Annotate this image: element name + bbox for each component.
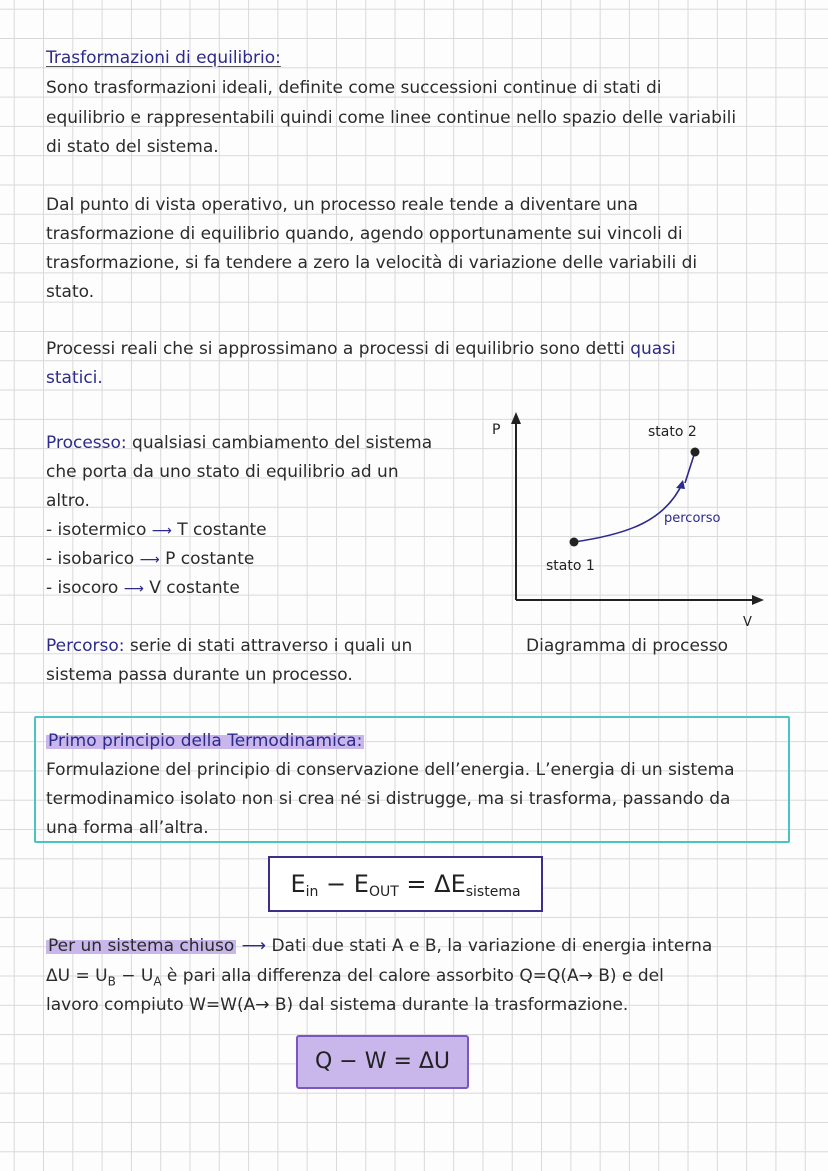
processo-def-1: qualsiasi cambiamento del sistema: [126, 433, 433, 453]
energy-balance-formula: [268, 856, 543, 912]
diagram-caption: Diagramma di processo: [526, 636, 729, 656]
state1-label: stato 1: [546, 558, 595, 574]
processo-item-isotermico: [46, 516, 267, 546]
process-diagram: [480, 408, 780, 668]
processo-line-3: altro.: [46, 491, 90, 511]
formula-out: OUT: [368, 884, 399, 900]
section1-line-3: di stato del sistema.: [46, 137, 219, 157]
section2-line-4: stato.: [46, 282, 95, 302]
y-axis-label: P: [492, 422, 501, 438]
percorso-term: Percorso:: [46, 636, 125, 656]
percorso-def-1: serie di stati attraverso i quali un: [124, 636, 413, 656]
primo-line-1: Formulazione del principio di conservazione dell’energia. L’energia di un sistema: [46, 760, 735, 780]
item-name: - isocoro: [46, 578, 119, 598]
item-name: - isobarico: [46, 549, 135, 569]
primo-title-line: [46, 727, 364, 756]
chiuso-text-1: Dati due stati A e B, la variazione di energia interna: [271, 936, 713, 956]
processo-term: Processo:: [46, 433, 127, 453]
x-axis-arrow-icon: [752, 595, 764, 605]
quasi-term: quasi: [630, 339, 676, 359]
section3-text: Processi reali che si approssimano a processi di equilibrio sono detti: [46, 339, 625, 359]
arrow-icon: ⟶: [123, 581, 144, 597]
path-arrow-icon: [676, 480, 685, 489]
x-axis-label: V: [743, 615, 752, 630]
chiuso-lead: Per un sistema chiuso: [48, 936, 235, 956]
chiuso-arrow-icon: ⟶: [236, 936, 272, 956]
formula-e: E: [290, 870, 306, 898]
section3-line-2: statici.: [46, 368, 103, 388]
chiuso-line-3: lavoro compiuto W=W(A→ B) dal sistema durante la trasformazione.: [46, 995, 629, 1015]
item-value: V costante: [149, 578, 240, 598]
section2-line-1: Dal punto di vista operativo, un processo reale tende a diventare una: [46, 195, 639, 215]
state2-label: stato 2: [648, 424, 697, 440]
section2-line-3: trasformazione, si fa tendere a zero la velocità di variazione delle variabili di: [46, 253, 698, 273]
processo-item-isocoro: [46, 574, 240, 604]
arrow-icon: ⟶: [139, 552, 160, 568]
du-mid: − U: [115, 966, 154, 986]
formula-eq: = ΔE: [398, 870, 466, 898]
processo-item-isobarico: [46, 545, 254, 575]
formula-e-out: E: [353, 870, 369, 898]
arrow-icon: ⟶: [151, 523, 172, 539]
section2-line-2: trasformazione di equilibrio quando, agendo opportunamente sui vincoli di: [46, 224, 683, 244]
percorso-line-2: sistema passa durante un processo.: [46, 665, 353, 685]
path-curve-end: [685, 455, 694, 483]
chiuso-line-1: [46, 932, 712, 961]
formula-sys: sistema: [465, 884, 521, 900]
du-text: ΔU = U: [46, 966, 108, 986]
section1-line-1: Sono trasformazioni ideali, definite come successioni continue di stati di: [46, 78, 662, 98]
path-label: percorso: [664, 511, 721, 526]
ub-sub: B: [107, 974, 116, 989]
chiuso-text-2: è pari alla differenza del calore assorbito Q=Q(A→ B) e del: [161, 966, 664, 986]
primo-line-2: termodinamico isolato non si crea né si distrugge, ma si trasforma, passando da: [46, 789, 731, 809]
section1-title: Trasformazioni di equilibrio:: [46, 48, 281, 68]
formula-minus: −: [318, 870, 354, 898]
primo-line-3: una forma all’altra.: [46, 818, 209, 838]
item-value: T costante: [177, 520, 267, 540]
section3-line-1: [46, 335, 676, 364]
item-name: - isotermico: [46, 520, 147, 540]
processo-line-1: [46, 429, 432, 458]
formula-in: in: [305, 884, 319, 900]
state2-point: [691, 448, 700, 457]
primo-title: Primo principio della Termodinamica:: [48, 731, 363, 751]
ua-sub: A: [153, 974, 162, 989]
processo-line-2: che porta da uno stato di equilibrio ad un: [46, 462, 399, 482]
item-value: P costante: [165, 549, 255, 569]
state1-point: [570, 538, 579, 547]
first-law-formula: Q − W = ΔU: [296, 1035, 469, 1089]
percorso-line-1: [46, 632, 412, 661]
y-axis-arrow-icon: [511, 412, 521, 424]
section1-line-2: equilibrio e rappresentabili quindi come linee continue nello spazio delle variabili: [46, 108, 737, 128]
